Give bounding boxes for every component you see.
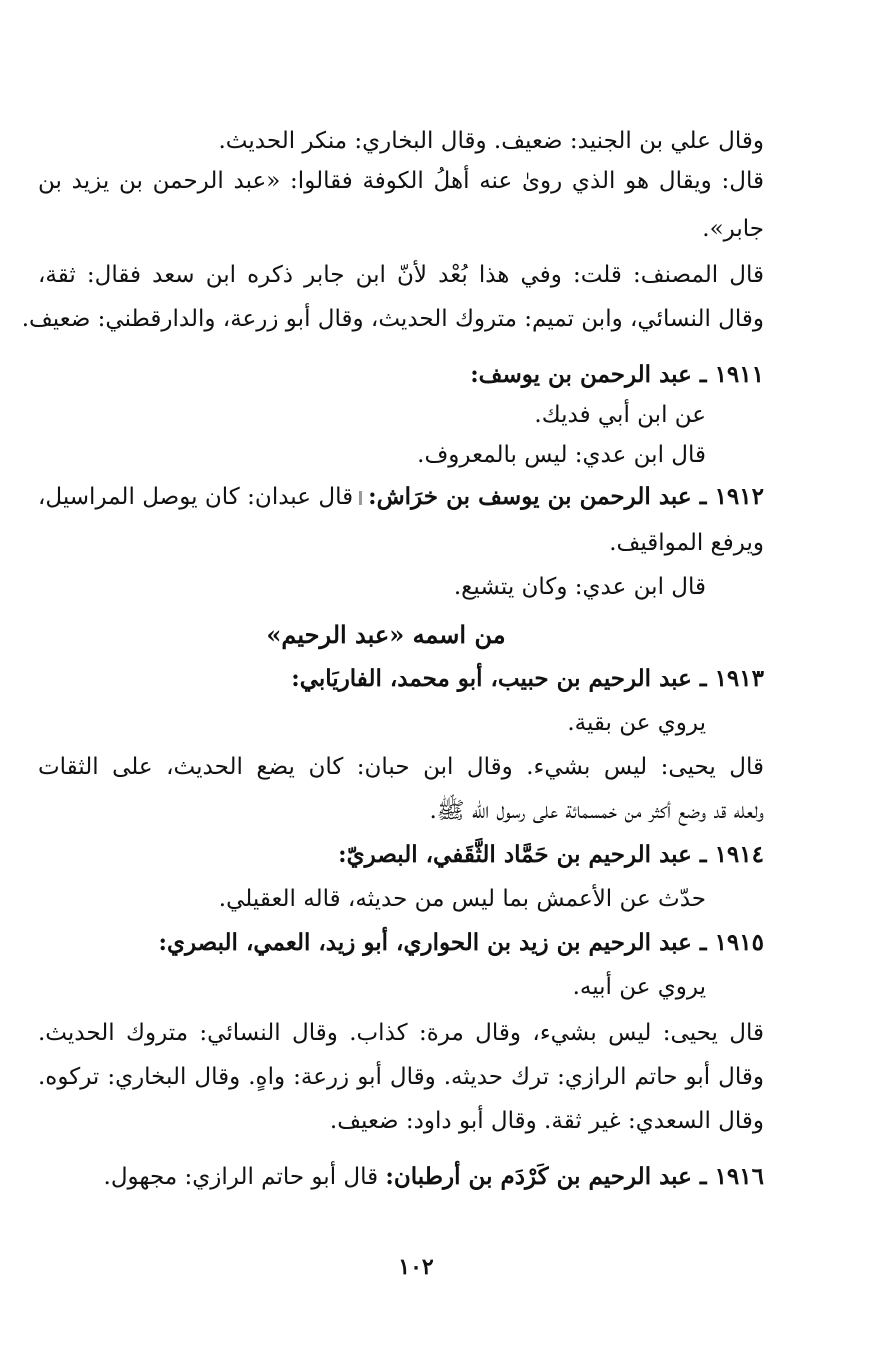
text-line: وقال السعدي: غير ثقة. وقال أبو داود: ضعيف. <box>329 1108 764 1134</box>
entry-heading-1914: ١٩١٤ ـ عبد الرحيم بن حَمَّاد الثَّقَفي، البصريّ: <box>338 841 764 868</box>
text-line: جابر». <box>702 216 764 242</box>
text-line: حدّث عن الأعمش بما ليس من حديثه، قاله العقيلي. <box>218 886 706 912</box>
text-line: ويرفع المواقيف. <box>609 530 764 556</box>
entry-heading-1913: ١٩١٣ ـ عبد الرحيم بن حبيب، أبو محمد، الفاريَابي: <box>291 665 764 692</box>
margin-mark <box>359 491 362 505</box>
text-line: وقال أبو حاتم الرازي: ترك حديثه. وقال أبو زرعة: واهٍ. وقال البخاري: تركوه. <box>38 1064 764 1090</box>
text-line: عن ابن أبي فديك. <box>534 402 706 428</box>
text-line: قال ابن عدي: ليس بالمعروف. <box>417 442 706 468</box>
entry-1912 <box>38 480 764 514</box>
text-line: قال يحيى: ليس بشيء، وقال مرة: كذاب. وقال النسائي: متروك الحديث. <box>38 1020 764 1046</box>
text-line: قال ابن عدي: وكان يتشيع. <box>453 574 706 600</box>
text-line: يروي عن بقية. <box>567 710 706 736</box>
entry-text: قال عبدان: كان يوصل المراسيل، <box>38 484 354 510</box>
entry-heading-1916: ١٩١٦ ـ عبد الرحيم بن كَرْدَم بن أرطبان: <box>385 1163 764 1190</box>
entry-heading-1915: ١٩١٥ ـ عبد الرحيم بن زيد بن الحواري، أبو زيد، العمي، البصري: <box>158 929 764 956</box>
text-line: وقال علي بن الجنيد: ضعيف. وقال البخاري: منكر الحديث. <box>218 128 764 154</box>
text-line: وقال النسائي، وابن تميم: متروك الحديث، وقال أبو زرعة، والدارقطني: ضعيف. <box>21 306 764 332</box>
text-line: ولعله قد وضع أكثر من خمسمائة على رسول الله ﷺ. <box>429 798 764 824</box>
text-line: قال يحيى: ليس بشيء. وقال ابن حبان: كان يضع الحديث، على الثقات <box>38 754 764 780</box>
entry-1916 <box>103 1160 764 1194</box>
page-number: ١٠٢ <box>398 1254 434 1280</box>
text-line: قال المصنف: قلت: وفي هذا بُعْد لأنّ ابن جابر ذكره ابن سعد فقال: ثقة، <box>38 262 764 288</box>
text-line: يروي عن أبيه. <box>572 974 706 1000</box>
entry-text: قال أبو حاتم الرازي: مجهول. <box>103 1164 379 1190</box>
entry-heading-1911: ١٩١١ ـ عبد الرحمن بن يوسف: <box>470 361 764 388</box>
entry-heading-1912: ١٩١٢ ـ عبد الرحمن بن يوسف بن خرَاش: <box>368 483 764 510</box>
text-line: قال: ويقال هو الذي روىٰ عنه أهلُ الكوفة فقالوا: «عبد الرحمن بن يزيد بن <box>38 168 764 194</box>
section-heading: من اسمه «عبد الرحيم» <box>266 620 506 649</box>
